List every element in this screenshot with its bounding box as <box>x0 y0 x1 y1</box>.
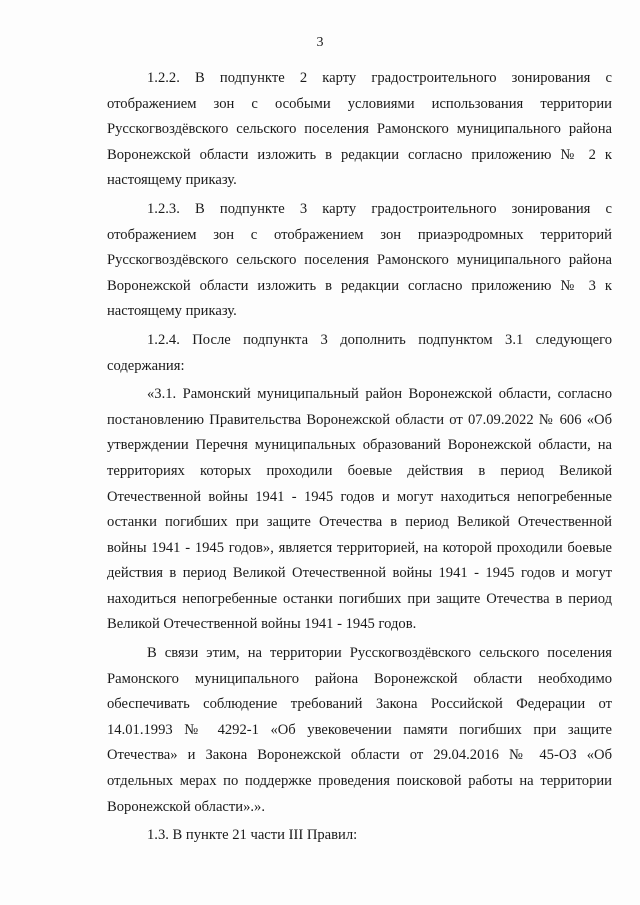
paragraph-quote-3-1: «3.1. Рамонский муниципальный район Воронежской области, согласно постановлению Правительства Воронежской области от 07.09.2022 № 606 «Об утверждении Перечня муниципальных образований Воронежской области, на территориях которых проходили боевые действия в период Великой Отечественной войны 1941 - 1945 годов и могут находиться непогребенные останки погибших при защите Отечества в период Великой Отечественной войны 1941 - 1945 годов», является территорией, на которой проходили боевые действия в период Великой Отечественной войны 1941 - 1945 годов и могут находиться непогребенные останки погибших при защите Отечества в период Великой Отечественной войны 1941 - 1945 годов. <box>107 386 612 633</box>
paragraph-1-2-4: 1.2.4. После подпункта 3 дополнить подпунктом 3.1 следующего содержания: <box>107 331 612 374</box>
paragraph-1-2-3: 1.2.3. В подпункте 3 карту градостроительного зонирования с отображением зон с отображением зон приаэродромных территорий Русскогвоздёвского сельского поселения Рамонского муниципального района Воронежской области изложить в редакции согласно приложению № 3 к настоящему приказу. <box>107 200 612 320</box>
paragraph-requirements: В связи этим, на территории Русскогвоздёвского сельского поселения Рамонского муниципального района Воронежской области необходимо обеспечивать соблюдение требований Закона Российской Федерации от 14.01.1993 № 4292-1 «Об увековечении памяти погибших при защите Отечества» и Закона Воронежской области от 29.04.2016 № 45-ОЗ «Об отдельных мерах по поддержке проведения поисковой работы на территории Воронежской области».». <box>107 645 612 815</box>
paragraph-1-3: 1.3. В пункте 21 части III Правил: <box>147 827 358 844</box>
paragraph-1-2-2: 1.2.2. В подпункте 2 карту градостроительного зонирования с отображением зон с особыми условиями использования территории Русскогвоздёвского сельского поселения Рамонского муниципального района Воронежской области изложить в редакции согласно приложению № 2 к настоящему приказу. <box>107 70 612 189</box>
document-body <box>107 66 612 849</box>
page-number: 3 <box>316 35 324 50</box>
